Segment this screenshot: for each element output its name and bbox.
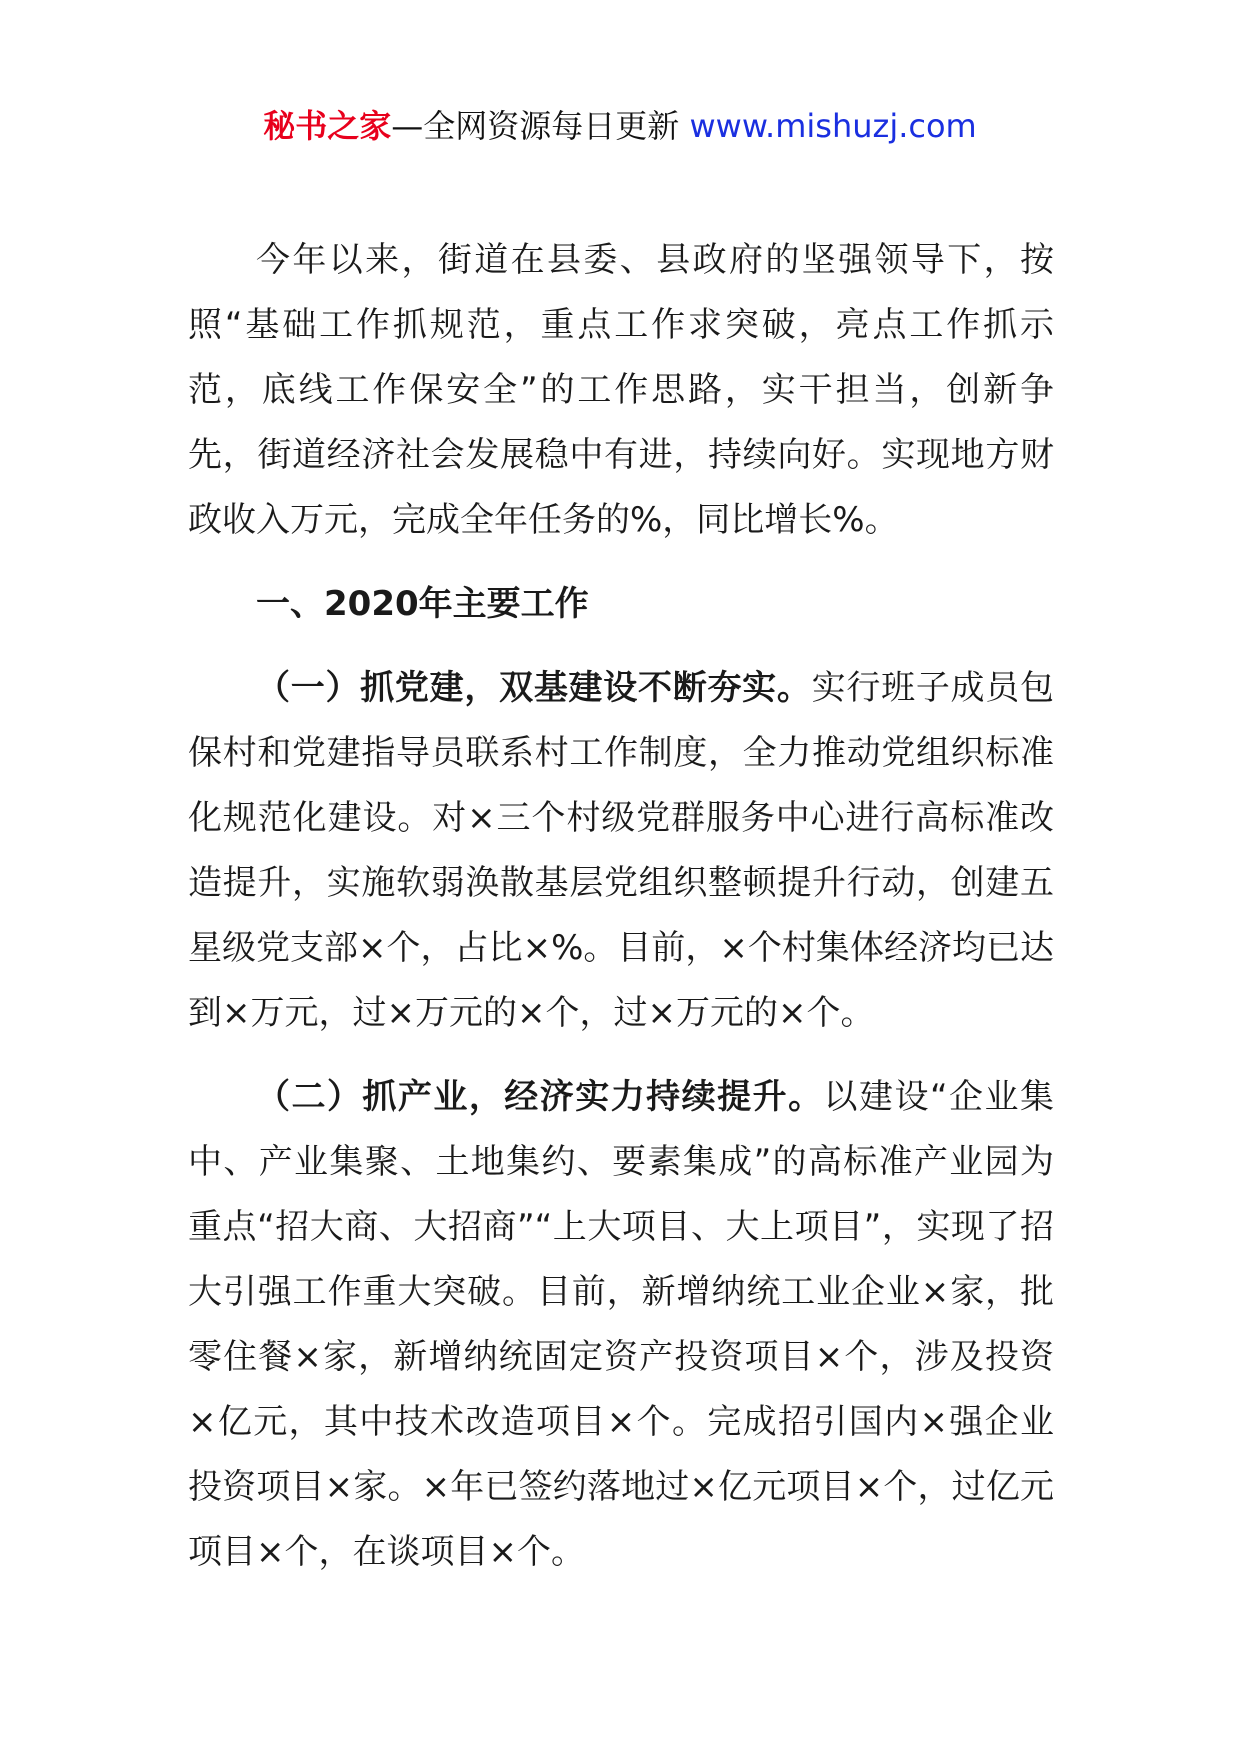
intro-paragraph: 今年以来，街道在县委、县政府的坚强领导下，按照“基础工作抓规范，重点工作求突破，亮点工作抓示范，底线工作保安全”的工作思路，实干担当，创新争先，街道经济社会发展稳中有进，持续向好。实现地方财政收入万元，完成全年任务的%，同比增长%。 xyxy=(188,240,1054,540)
industry-title: （二）抓产业，经济实力持续提升。 xyxy=(256,1077,824,1117)
section-heading-main-work: 一、2020年主要工作 xyxy=(256,584,589,624)
party-building-title: （一）抓党建，双基建设不断夯实。 xyxy=(256,668,812,708)
party-building-text: 实行班子成员包保村和党建指导员联系村工作制度，全力推动党组织标准化规范化建设。对×三个村级党群服务中心进行高标准改造提升，实施软弱涣散基层党组织整顿提升行动，创建五星级党支部×个，占比×%。目前，×个村集体经济均已达到×万元，过×万元的×个，过×万元的×个。 xyxy=(188,668,1055,1033)
site-banner xyxy=(0,98,1240,154)
brand-name: 秘书之家 xyxy=(263,107,392,145)
banner-slogan: —全网资源每日更新 xyxy=(391,107,680,145)
industry-paragraph xyxy=(188,1065,1054,1585)
party-building-paragraph xyxy=(188,656,1054,1046)
industry-text: 以建设“企业集中、产业集聚、土地集约、要素集成”的高标准产业园为重点“招大商、大招商”“上大项目、大上项目”，实现了招大引强工作重大突破。目前，新增纳统工业企业×家，批零住餐×家，新增纳统固定资产投资项目×个，涉及投资×亿元，其中技术改造项目×个。完成招引国内×强企业投资项目×家。×年已签约落地过×亿元项目×个，过亿元项目×个，在谈项目×个。 xyxy=(188,1077,1054,1572)
website-link[interactable]: www.mishuzj.com xyxy=(689,107,977,145)
document-body xyxy=(188,228,1054,1585)
